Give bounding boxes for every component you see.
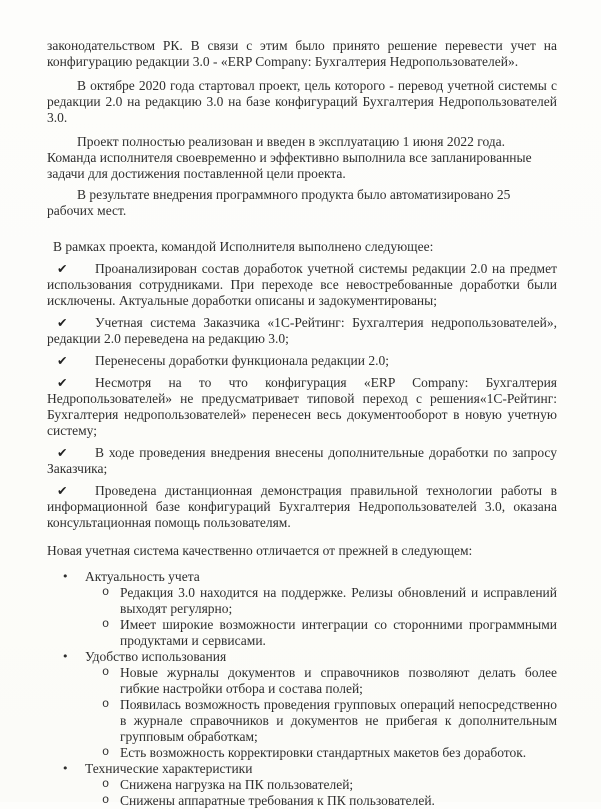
achievement-item-3 — [47, 353, 557, 369]
benefit-sub-item — [47, 777, 557, 793]
achievement-item-5 — [47, 445, 557, 477]
benefits-heading: Новая учетная система качественно отличается от прежней в следующем: — [47, 543, 473, 558]
benefit-item-text: Снижена нагрузка на ПК пользователей; — [120, 777, 354, 792]
achievement-item-4 — [47, 375, 557, 439]
benefit-sub-item — [47, 617, 557, 649]
achievement-item-1 — [47, 261, 557, 309]
circle-bullet-icon: o — [102, 777, 110, 791]
checkmark-icon: ✔ — [57, 445, 68, 460]
intro-paragraph-2: В октябре 2020 года стартовал проект, цель которого - перевод учетной системы с редакции 2.0 на редакцию 3.0 на базе конфигураций Бухгалтерия Недропользователей 3.0. — [47, 78, 557, 125]
achievement-text: В ходе проведения внедрения внесены дополнительные доработки по запросу Заказчика; — [47, 445, 557, 476]
section-lead: В рамках проекта, командой Исполнителя выполнено следующее: — [53, 239, 434, 254]
achievement-text: Учетная система Заказчика «1С-Рейтинг: Бухгалтерия недропользователей», редакции 2.0 переведена на редакцию 3.0; — [47, 315, 557, 346]
benefit-sub-item — [47, 585, 557, 617]
checkmark-icon: ✔ — [57, 261, 68, 276]
bullet-icon: • — [62, 762, 69, 775]
benefit-item-text: Снижены аппаратные требования к ПК пользователей. — [120, 793, 435, 808]
intro-paragraph-1: законодательством РК. В связи с этим было принято решение перевести учет на конфигурацию редакции 3.0 - «ERP Company: Бухгалтерия Недропользователей». — [47, 38, 557, 69]
achievement-item-2 — [47, 315, 557, 347]
checkmark-icon: ✔ — [57, 315, 68, 330]
achievement-text: Перенесены доработки функционала редакции 2.0; — [95, 353, 389, 368]
intro-paragraph-4: В результате внедрения программного продукта было автоматизировано 25 рабочих мест. — [47, 187, 511, 218]
benefit-title-text: Технические характеристики — [85, 761, 253, 776]
achievement-text: Несмотря на то что конфигурация «ERP Company: Бухгалтерия Недропользователей» не предусматривает типовой переход с решения«1С-Рейтинг: Бухгалтерия недропользователей» перенесен весь документооборот в новую учетную систему; — [47, 375, 557, 438]
benefit-item-text: Новые журналы документов и справочников позволяют делать более гибкие настройки отбора и состава полей; — [120, 665, 557, 696]
benefits-list — [47, 569, 557, 809]
checkmark-icon: ✔ — [57, 375, 68, 390]
achievement-item-6 — [47, 483, 557, 531]
intro-paragraph-3: Проект полностью реализован и введен в эксплуатацию 1 июня 2022 года. Команда исполнителя своевременно и эффективно выполнила все запланированные задачи для достижения поставленной цели проекта. — [47, 134, 532, 181]
circle-bullet-icon: o — [102, 745, 110, 759]
achievement-text: Проведена дистанционная демонстрация правильной технологии работы в информационной базе конфигураций Бухгалтерия Недропользователей 3.0, оказана консультационная помощь пользователям. — [47, 483, 557, 530]
bullet-icon: • — [62, 570, 69, 583]
benefit-title-text: Удобство использования — [85, 649, 227, 664]
benefit-item-text: Редакция 3.0 находится на поддержке. Релизы обновлений и исправлений выходят регулярно; — [120, 585, 557, 616]
circle-bullet-icon: o — [102, 665, 110, 679]
circle-bullet-icon: o — [102, 585, 110, 599]
benefit-title-text: Актуальность учета — [85, 569, 200, 584]
benefit-sub-item — [47, 697, 557, 745]
circle-bullet-icon: o — [102, 697, 110, 711]
checkmark-icon: ✔ — [57, 353, 68, 368]
bullet-icon: • — [62, 650, 69, 663]
circle-bullet-icon: o — [102, 617, 110, 631]
achievement-text: Проанализирован состав доработок учетной системы редакции 2.0 на предмет использования сотрудниками. При переходе все невостребованные доработки были исключены. Актуальные доработки описаны и задокументированы; — [47, 261, 557, 308]
benefit-item-text: Появилась возможность проведения групповых операций непосредственно в журнале справочников и документов не прибегая к дополнительным групповым обработкам; — [120, 697, 557, 744]
benefit-item-text: Есть возможность корректировки стандартных макетов без доработок. — [120, 745, 527, 760]
benefit-group-title-1 — [47, 569, 557, 585]
checkmark-icon: ✔ — [57, 483, 68, 498]
benefit-item-text: Имеет широкие возможности интеграции со сторонними программными продуктами и сервисами. — [120, 617, 557, 648]
benefit-group-title-2 — [47, 649, 557, 665]
benefit-sub-item — [47, 793, 557, 809]
benefit-group-title-3 — [47, 761, 557, 777]
benefit-sub-item — [47, 745, 557, 761]
benefit-sub-item — [47, 665, 557, 697]
circle-bullet-icon: o — [102, 793, 110, 807]
